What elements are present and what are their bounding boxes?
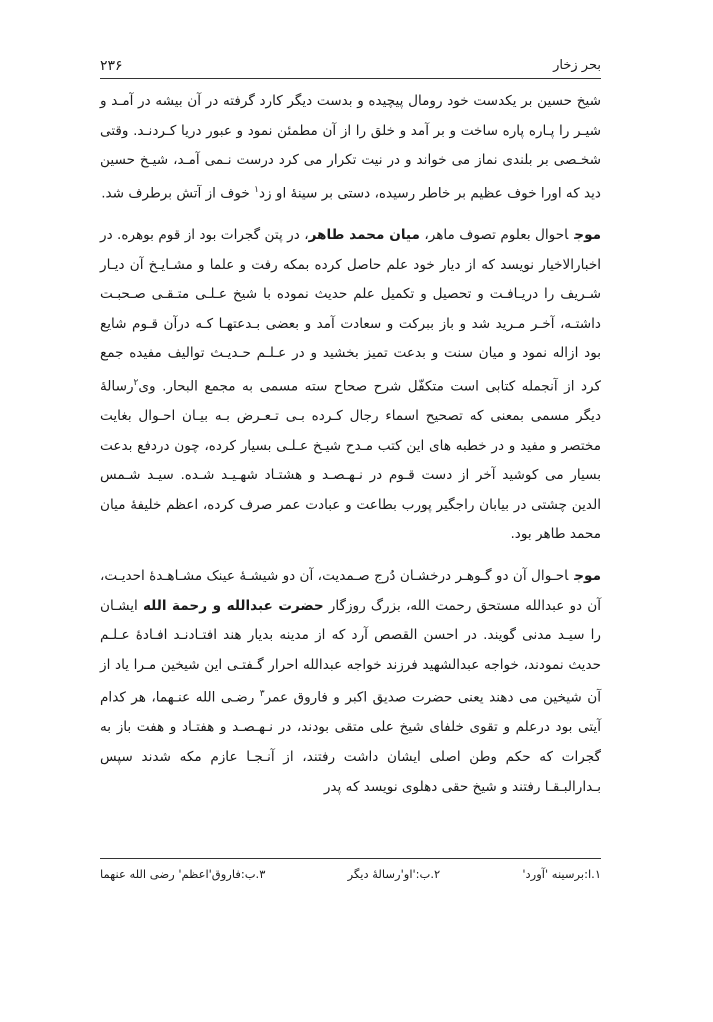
footnote: ١.ا:برسینه 'آورد' (522, 867, 601, 881)
page (100, 52, 601, 802)
text-run: رسالهٔ دیگر مسمی بمعنی که تصحیح اسماء رجال کـرده بـی تـعـرض بـه بیـان احـوال بغایت مختصر و مفید و در خطبه های این کتب مـدح شیـخ عـلـی بسیار کرده، چون دردفع بدعت بسیار می کوشید آخر از دست قـوم در نـهـصـد و هشتـاد شهـیـد شـده. سیـد شـمس الدین چشتی در بیابان راجگیر پورب بطاعت و عبادت عمر صرف کرده، اعظم خلیفهٔ میان محمد طاهر بود. (100, 378, 601, 543)
footnote-ref: ٢ (133, 377, 139, 388)
text-run: احوال بعلوم تصوف ماهر، (419, 226, 569, 243)
footnote-ref: ٣ (259, 689, 265, 700)
footnote: ٣.ب:فاروق'اعظم' رضی الله عنهما (100, 867, 266, 881)
paragraph (100, 87, 601, 209)
body-text (100, 87, 601, 802)
paragraph (100, 562, 601, 802)
text-run: احـوال آن دو گـوهـر درخشـان دُرج صـمدیت، آن دو شیشـهٔ عینک مشـاهـدهٔ احدیـت، آن دو عبدالله مستحق رحمت الله، بزرگ روزگار (100, 567, 601, 614)
text-run: شیخ حسین بر یکدست خود رومال پیچیده و بدست دیگر کارد گرفته در آن بیشه در آمـد و شیـر را پـاره پاره ساخت و بر آمد و خلق را از آن مطمئن نمود و عبور دریا کـردنـد. وقتی شخـصی بر بلندی نماز می خواند و در نیت تکرار می کرد درست نـمی آمـد، شیـخ حسین دید که اورا خوف عظیم بر خاطر رسیده، دستی بر سینهٔ او زد (100, 93, 601, 202)
running-header (100, 52, 601, 79)
person-name: میان محمد طاهر (308, 226, 420, 243)
paragraph (100, 221, 601, 550)
footnote-ref: ١ (254, 184, 259, 195)
footnote: ٢.ب:'او'رسالهٔ دیگر (347, 867, 441, 881)
running-title: بحر زخار (553, 58, 601, 73)
section-marker: موج (574, 567, 601, 584)
text-run: ، در پتن گجرات بود از قوم بوهره. در اخبارالاخیار نویسد که از دیار خود علم حاصل کرده بمکه رفت و علما و مشـایـخ آن دیـار شـریف را دریـافـت و تحصیل و تکمیل علم حدیث نموده با شیخ عـلـی متـقـی صـحبـت داشتـه، آخـر مـرید شد و باز ببرکت و سعادت آمد و بعضی بـدعتهـا کـه درآن قـوم شایع بود ازاله نمود و میان سنت و بدعت تمیز بخشید و در عـلـم حـدیـث توالیف مفیده جمع کرد از آنجمله کتابی است متکفّل شرح صحاح سته مسمی به مجمع البحار. وی (100, 226, 601, 395)
text-run: ایشـان را سیـد مدنی گویند. در احسن القصص آرد که از مدینه بدیار هند افتـادنـد افـادهٔ عـلـم حدیث نمودند، خواجه عبدالشهید فرزند خواجه عبدالله احرار گـفتـی این شیخین مـرا یاد از آن شیخین می دهند یعنی حضرت صدیق اکبر و فاروق عمر (100, 597, 601, 706)
person-name: حضرت عبدالله و رحمة الله (142, 597, 324, 614)
footnotes (100, 858, 601, 881)
text-run: خوف از آتش برطرف شد. (101, 185, 255, 202)
text-run: رضـی الله عنـهما، هر کدام آیتی بود درعلم و تقوی خلفای شیخ علی متقی بودند، در نـهـصـد و هفتـاد و هفت باز به گجرات که حکم وطن اصلی ایشان داشت رفتند، از آنـجـا عازم مکه شدند سپس بـدارالبـقـا رفتند و شیخ حقی دهلوی نویسد که پدر (100, 689, 601, 795)
page-number: ۲۳۶ (100, 58, 123, 74)
footnote-row (100, 867, 601, 881)
section-marker: موج (574, 226, 602, 243)
